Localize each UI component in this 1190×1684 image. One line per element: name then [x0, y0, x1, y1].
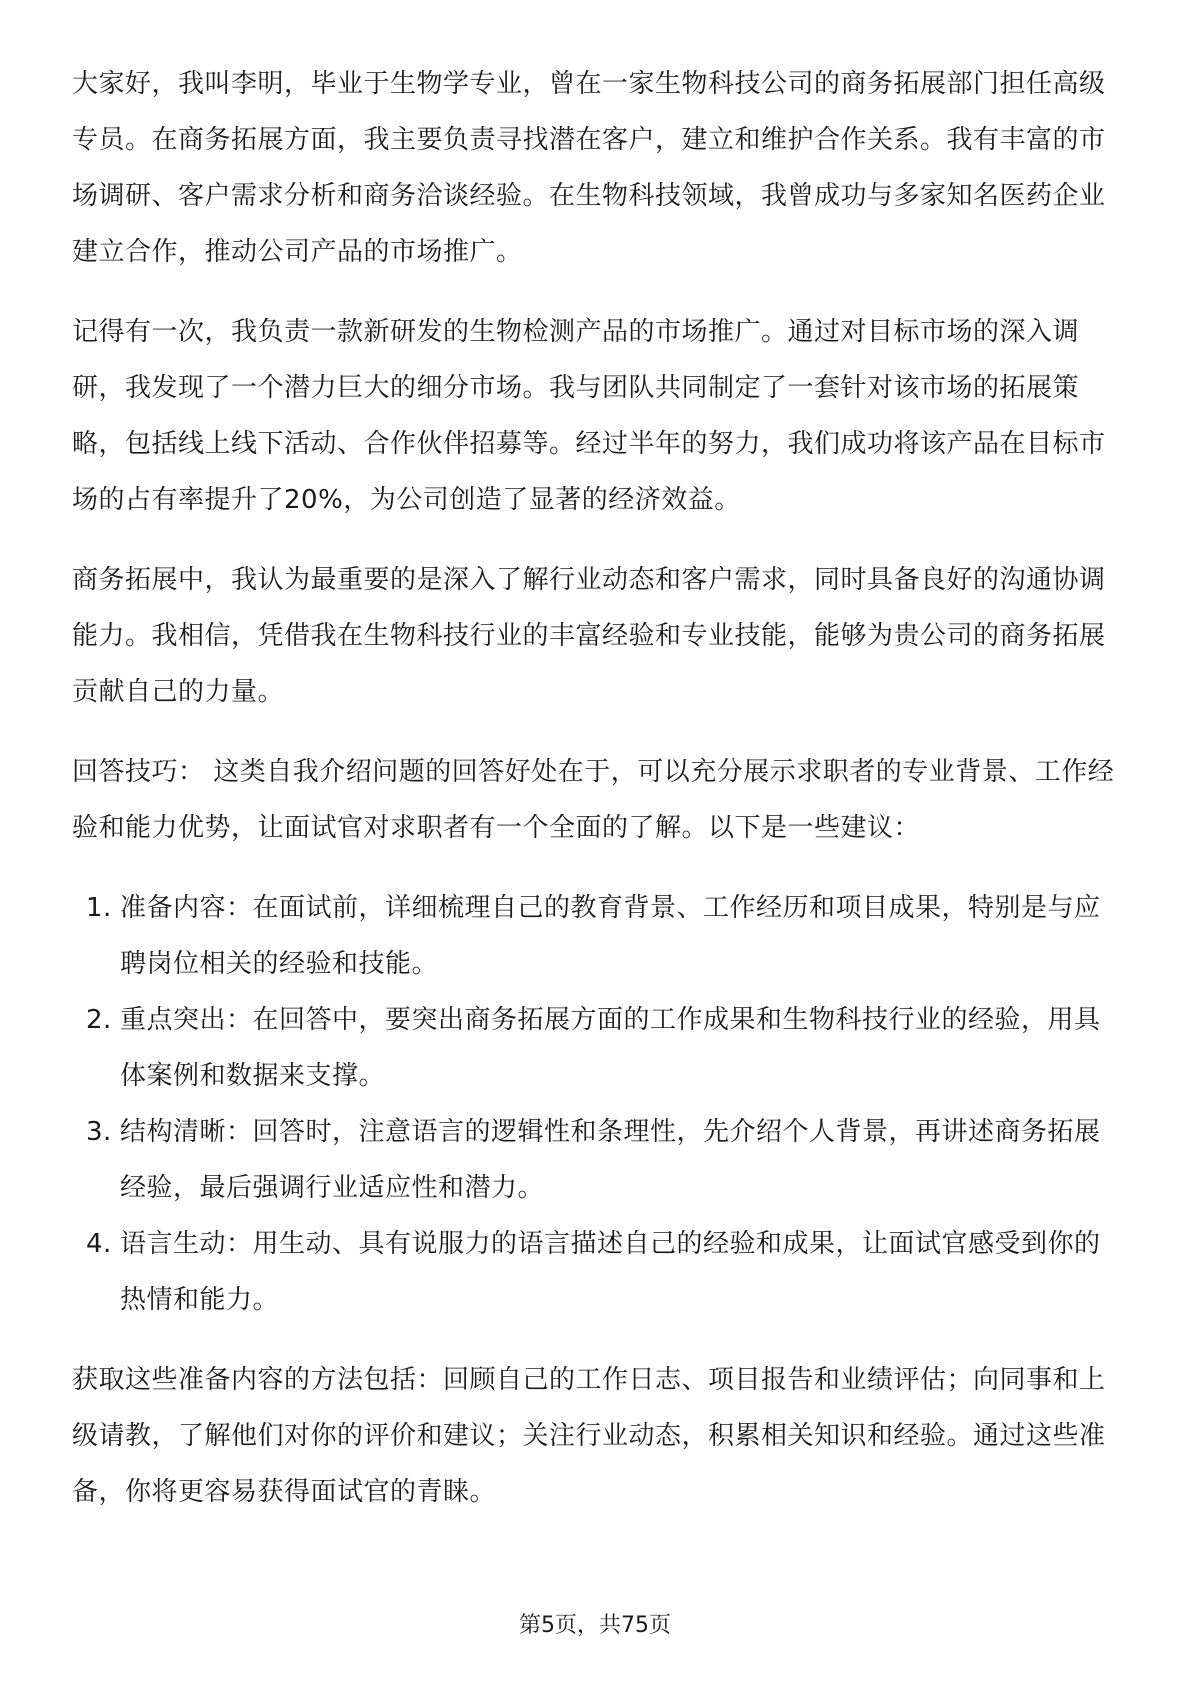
paragraph-case-story: 记得有一次，我负责一款新研发的生物检测产品的市场推广。通过对目标市场的深入调研，我发现了一个潜力巨大的细分市场。我与团队共同制定了一套针对该市场的拓展策略，包括线上线下活动、合作伙伴招募等。经过半年的努力，我们成功将该产品在目标市场的占有率提升了20%，为公司创造了显著的经济效益。: [72, 317, 1106, 515]
list-item-text: 准备内容：在面试前，详细梳理自己的教育背景、工作经历和项目成果，特别是与应聘岗位相关的经验和技能。: [120, 893, 1101, 979]
paragraph-key-skills: 商务拓展中，我认为最重要的是深入了解行业动态和客户需求，同时具备良好的沟通协调能力。我相信，凭借我在生物科技行业的丰富经验和专业技能，能够为贵公司的商务拓展贡献自己的力量。: [72, 565, 1106, 707]
list-item: [72, 880, 1118, 992]
paragraph-answer-tips: 回答技巧： 这类自我介绍问题的回答好处在于，可以充分展示求职者的专业背景、工作经验和能力优势，让面试官对求职者有一个全面的了解。以下是一些建议：: [72, 757, 1115, 843]
document-body: [72, 56, 1118, 1544]
list-item-text: 语言生动：用生动、具有说服力的语言描述自己的经验和成果，让面试官感受到你的热情和能力。: [120, 1229, 1101, 1315]
tips-list: [72, 880, 1118, 1328]
list-item-text: 结构清晰：回答时，注意语言的逻辑性和条理性，先介绍个人背景，再讲述商务拓展经验，最后强调行业适应性和潜力。: [120, 1117, 1101, 1203]
list-item: [72, 992, 1118, 1104]
list-item: [72, 1104, 1118, 1216]
paragraph-closing: 获取这些准备内容的方法包括：回顾自己的工作日志、项目报告和业绩评估；向同事和上级请教，了解他们对你的评价和建议；关注行业动态，积累相关知识和经验。通过这些准备，你将更容易获得面试官的青睐。: [72, 1365, 1106, 1507]
page-number: 第5页，共75页: [519, 1613, 671, 1638]
list-item: [72, 1216, 1118, 1328]
list-item-number: 1.: [86, 893, 112, 923]
list-item-number: 2.: [86, 1005, 112, 1035]
list-item-number: 3.: [86, 1117, 112, 1147]
list-item-text: 重点突出：在回答中，要突出商务拓展方面的工作成果和生物科技行业的经验，用具体案例和数据来支撑。: [120, 1005, 1101, 1091]
paragraph-self-intro: 大家好，我叫李明，毕业于生物学专业，曾在一家生物科技公司的商务拓展部门担任高级专员。在商务拓展方面，我主要负责寻找潜在客户，建立和维护合作关系。我有丰富的市场调研、客户需求分析和商务洽谈经验。在生物科技领域，我曾成功与多家知名医药企业建立合作，推动公司产品的市场推广。: [72, 69, 1106, 267]
list-item-number: 4.: [86, 1229, 112, 1259]
